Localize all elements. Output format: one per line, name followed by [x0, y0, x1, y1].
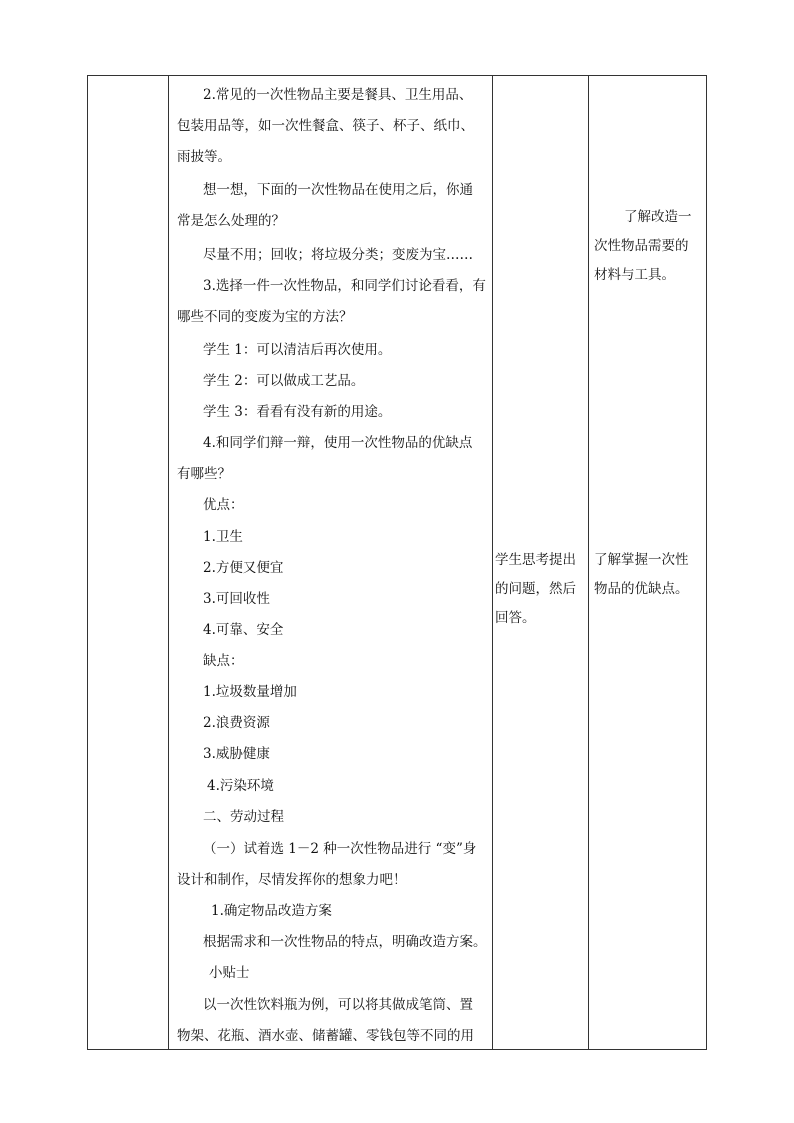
student-activity-line: 的问题，然后 [495, 581, 576, 597]
content-line: 缺点： [203, 653, 244, 669]
content-line: 想一想，下面的一次性物品在使用之后，你通 [203, 182, 473, 198]
design-intent-line: 了解改造一 [624, 209, 692, 225]
content-line: 1.垃圾数量增加 [203, 684, 297, 700]
student-activity-cell [495, 552, 587, 639]
content-line: 尽量不用；回收；将垃圾分类；变废为宝…… [203, 247, 473, 263]
design-intent-line: 物品的优缺点。 [594, 581, 689, 597]
content-line: 雨披等。 [177, 149, 231, 165]
lesson-table [87, 75, 707, 1050]
content-line: 根据需求和一次性物品的特点，明确改造方案。 [203, 934, 487, 950]
student-activity-line: 学生思考提出 [495, 552, 576, 568]
content-line: 1.确定物品改造方案 [211, 903, 332, 919]
content-line: 2.浪费资源 [203, 715, 270, 731]
design-intent-line: 材料与工具。 [594, 267, 675, 283]
design-intent-cell-1 [594, 209, 706, 296]
content-line: 学生 2：可以做成工艺品。 [203, 373, 365, 389]
student-activity-line: 回答。 [495, 610, 536, 626]
content-line: 3.选择一件一次性物品，和同学们讨论看看，有 [203, 278, 486, 294]
content-line: 4.可靠、安全 [203, 622, 284, 638]
content-line: 包装用品等，如一次性餐盒、筷子、杯子、纸巾、 [177, 118, 474, 134]
content-line: 二、劳动过程 [203, 809, 284, 825]
content-line: 哪些不同的变废为宝的方法？ [177, 309, 353, 325]
design-intent-line: 了解掌握一次性 [594, 552, 689, 568]
content-line: 2.常见的一次性物品主要是餐具、卫生用品、 [203, 87, 473, 103]
column-divider-3 [588, 76, 589, 1049]
content-line: 有哪些？ [177, 466, 231, 482]
content-line: 3.可回收性 [203, 591, 270, 607]
content-line: 以一次性饮料瓶为例，可以将其做成笔筒、置 [203, 997, 473, 1013]
content-line: 2.方便又便宜 [203, 560, 284, 576]
content-line: 小贴士 [209, 965, 250, 981]
content-line: 优点： [203, 497, 244, 513]
content-line: 1.卫生 [203, 529, 243, 545]
content-line: 学生 3：看看有没有新的用途。 [203, 404, 392, 420]
content-line: 物架、花瓶、酒水壶、储蓄罐、零钱包等不同的用 [177, 1028, 474, 1044]
content-line: 4.污染环境 [207, 778, 274, 794]
design-intent-line: 次性物品需要的 [594, 238, 689, 254]
content-line: 设计和制作，尽情发挥你的想象力吧！ [177, 872, 407, 888]
content-line: 学生 1：可以清洁后再次使用。 [203, 342, 392, 358]
content-line: 3.威胁健康 [203, 746, 270, 762]
content-line: 常是怎么处理的？ [177, 213, 285, 229]
design-intent-cell-2 [594, 552, 706, 610]
content-line: （一）试着选 1－2 种一次性物品进行 “变”身 [203, 841, 477, 857]
content-line: 4.和同学们辩一辩，使用一次性物品的优缺点 [203, 435, 473, 451]
